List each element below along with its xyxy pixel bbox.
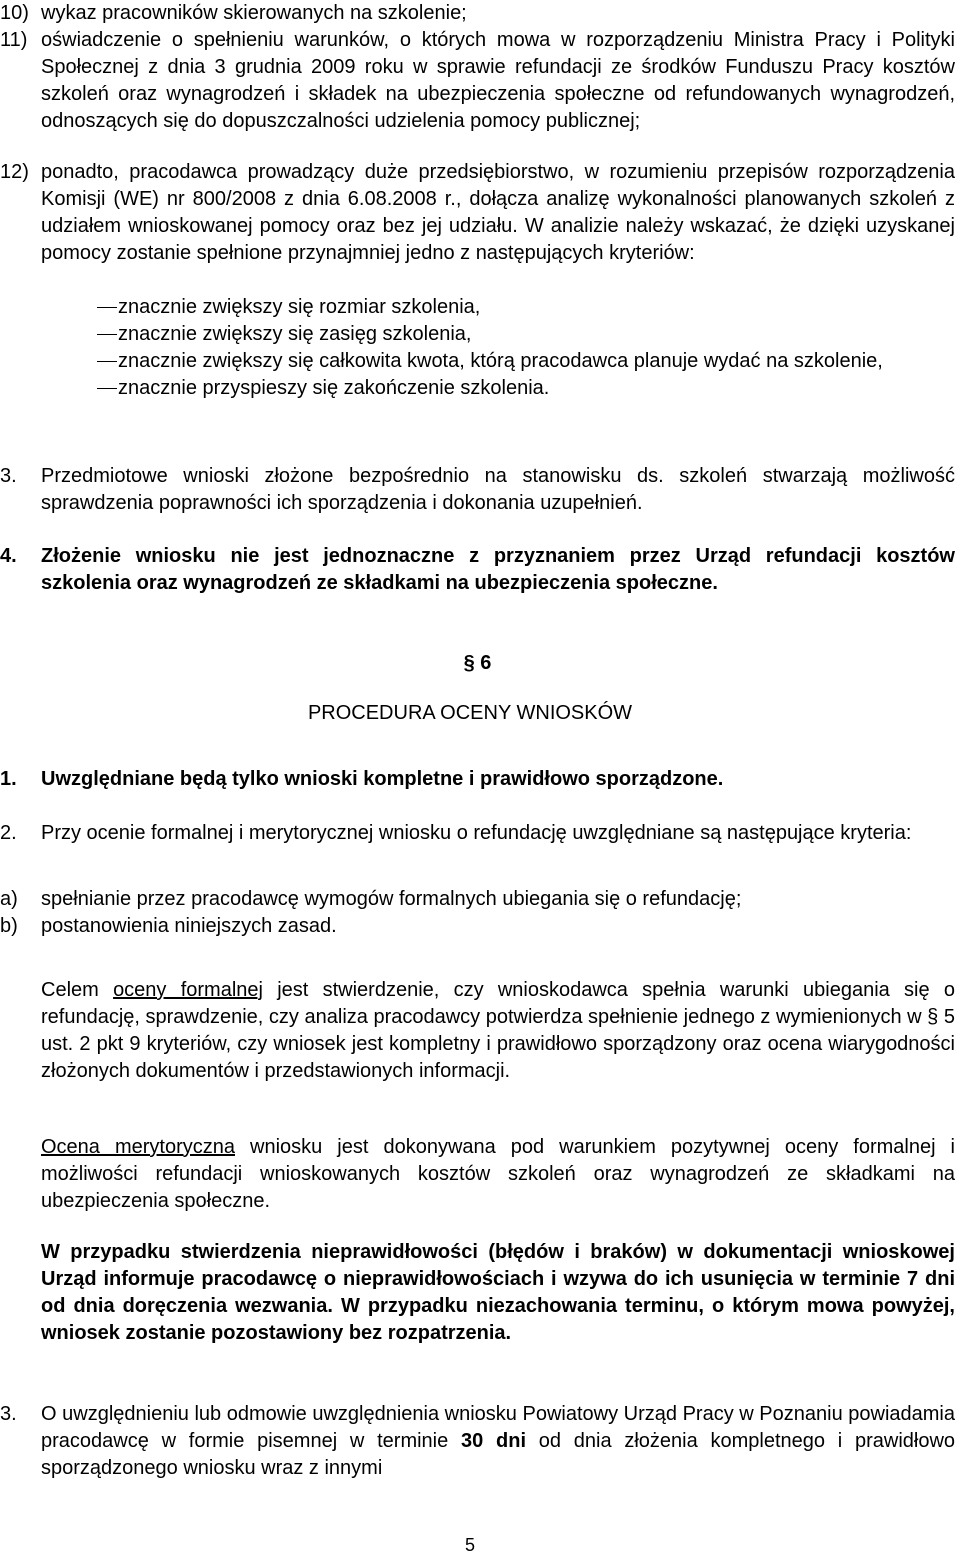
criteria-text: znacznie zwiększy się całkowita kwota, którą pracodawca planuje wydać na szkolenie, (118, 350, 883, 372)
item-number: 12) (0, 161, 29, 183)
criteria-item (0, 375, 955, 402)
p3-text-before: O uwzględnieniu lub odmowie uwzględnienia wniosku Powiatowy Urząd Pracy w Poznaniu powiadamia pracodawcę w formie pisemnej w terminie (41, 1403, 955, 1452)
merit-term: Ocena merytoryczna (41, 1136, 235, 1158)
dash-bullet (0, 321, 118, 348)
dash-bullet (0, 294, 118, 321)
item-text: wykaz pracowników skierowanych na szkolenie; (41, 2, 467, 24)
item-text: oświadczenie o spełnieniu warunków, o których mowa w rozporządzeniu Ministra Pracy i Polityki Społecznej z dnia 3 grudnia 2009 roku w sprawie refundacji ze środków Funduszu Pracy kosztów szkoleń oraz wynagrodzeń i składek na ubezpieczenia społeczne od refundowanych wynagrodzeń, odnoszących się do dopuszczalności udzielenia pomocy publicznej; (41, 29, 955, 132)
page-number: 5 (464, 1535, 475, 1555)
merit-evaluation-paragraph (41, 1134, 955, 1215)
criteria-text: znacznie zwiększy się zasięg szkolenia, (118, 323, 472, 345)
point-text: Złożenie wniosku nie jest jednoznaczne z przyznaniem przez Urząd refundacji kosztów szkolenia oraz wynagrodzeń ze składkami na ubezpieczenia społeczne. (41, 545, 955, 594)
point-4 (0, 543, 955, 597)
procedure-point-2 (0, 820, 955, 847)
criteria-item (0, 321, 955, 348)
point-text (41, 1401, 955, 1482)
merit-text: wniosku jest dokonywana pod warunkiem pozytywnej oceny formalnej i możliwości refundacji wnioskowanych kosztów szkoleń oraz wynagrodzeń ze składkami na ubezpieczenia społeczne. (41, 1136, 955, 1212)
point-text: Przy ocenie formalnej i merytorycznej wniosku o refundację uwzględniane są następujące kryteria: (41, 822, 912, 844)
criteria-list (0, 294, 955, 402)
subitem-letter: b) (0, 915, 18, 937)
p3-deadline: 30 dni (461, 1430, 527, 1452)
formal-term: oceny formalnej (113, 979, 263, 1001)
list-item-11 (0, 27, 955, 135)
subitem-text: spełnianie przez pracodawcę wymogów formalnych ubiegania się o refundację; (41, 888, 742, 910)
list-item-10 (0, 0, 955, 27)
criterion-a (0, 886, 955, 913)
formal-lead: Celem (41, 979, 99, 1001)
item-number: 11) (0, 29, 28, 51)
list-item-12 (0, 159, 955, 267)
criteria-item (0, 294, 955, 321)
point-number: 3. (0, 465, 17, 487)
point-number: 1. (0, 768, 17, 790)
deficiency-notice: W przypadku stwierdzenia nieprawidłowości (błędów i braków) w dokumentacji wnioskowej Urząd informuje pracodawcę o nieprawidłowościach i wzywa do ich usunięcia w terminie 7 dni od dnia doręczenia wezwania. W przypadku niezachowania terminu, o którym mowa powyżej, wniosek zostanie pozostawiony bez rozpatrzenia. (41, 1241, 955, 1344)
procedure-point-1 (0, 766, 955, 793)
point-number: 4. (0, 545, 17, 567)
point-text: Uwzględniane będą tylko wnioski kompletne i prawidłowo sporządzone. (41, 768, 724, 790)
subitem-letter: a) (0, 888, 18, 910)
formal-evaluation-paragraph (41, 977, 955, 1085)
item-number: 10) (0, 2, 29, 24)
item-text: ponadto, pracodawca prowadzący duże przedsiębiorstwo, w rozumieniu przepisów rozporządzenia Komisji (WE) nr 800/2008 z dnia 6.08.2008 r., dołącza analizę wykonalności planowanych szkoleń z udziałem wnioskowanej pomocy oraz bez jej udziału. W analizie należy wskazać, że dzięki uzyskanej pomocy zostanie spełnione przynajmniej jedno z następujących kryteriów: (41, 161, 955, 264)
dash-bullet (0, 348, 118, 375)
point-number: 3. (0, 1403, 17, 1425)
criterion-b (0, 913, 955, 940)
procedure-point-3 (0, 1401, 955, 1482)
point-text: Przedmiotowe wnioski złożone bezpośrednio na stanowisku ds. szkoleń stwarzają możliwość sprawdzenia poprawności ich sporządzenia i dokonania uzupełnień. (41, 465, 955, 514)
section-title: PROCEDURA OCENY WNIOSKÓW (307, 702, 633, 724)
criteria-text: znacznie zwiększy się rozmiar szkolenia, (118, 296, 481, 318)
criteria-text: znacznie przyspieszy się zakończenie szkolenia. (118, 377, 550, 399)
point-3 (0, 463, 955, 517)
section-number: § 6 (463, 652, 492, 674)
formal-text: jest stwierdzenie, czy wnioskodawca spełnia warunki ubiegania się o refundację, sprawdzenie, czy analiza pracodawcy potwierdza spełnienie jednego z wymienionych w § 5 ust. 2 pkt 9 kryteriów, czy wniosek jest kompletny i prawidłowo sporządzony oraz ocena wiarygodności złożonych dokumentów i przedstawionych informacji. (41, 979, 955, 1082)
dash-bullet (0, 375, 118, 402)
point-number: 2. (0, 822, 17, 844)
subitem-text: postanowienia niniejszych zasad. (41, 915, 337, 937)
criteria-item (0, 348, 955, 375)
p3-text-after: od dnia złożenia kompletnego i prawidłowo sporządzonego wniosku wraz z innymi (41, 1430, 956, 1479)
